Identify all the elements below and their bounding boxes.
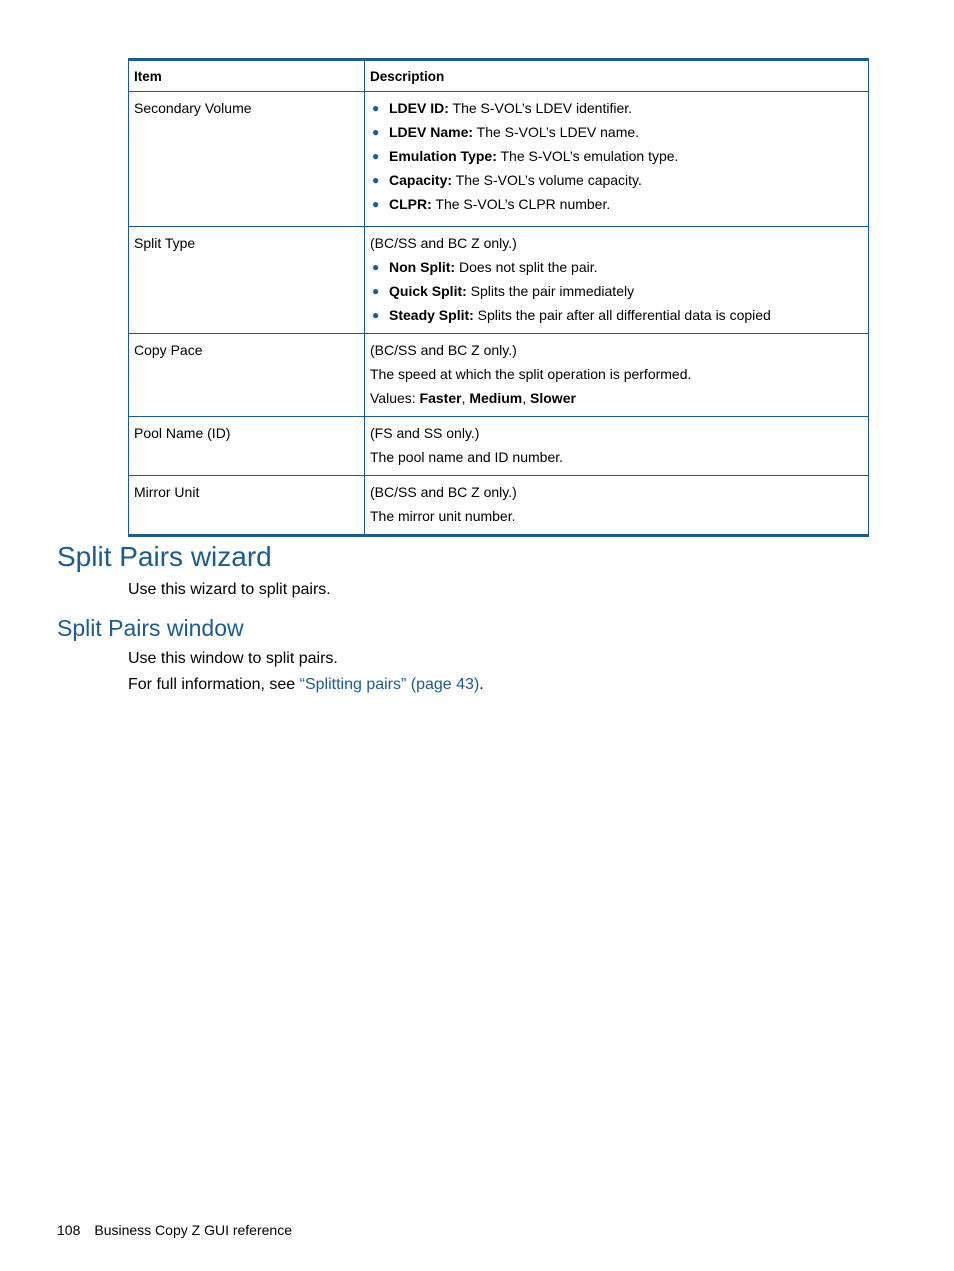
description-line: (BC/SS and BC Z only.) — [370, 342, 517, 358]
bullet-list — [370, 96, 860, 216]
bullet-list — [370, 255, 860, 327]
list-item: ● Capacity: The S-VOL’s volume capacity. — [370, 168, 860, 192]
bullet-icon: ● — [372, 101, 380, 115]
table-row — [129, 334, 869, 417]
row-item: Mirror Unit — [129, 476, 365, 536]
bullet-icon: ● — [372, 125, 380, 139]
list-item: ● LDEV ID: The S-VOL’s LDEV identifier. — [370, 96, 860, 120]
bullet-icon: ● — [372, 308, 380, 322]
description-line: (BC/SS and BC Z only.) — [370, 235, 517, 251]
footer-title: Business Copy Z GUI reference — [94, 1222, 292, 1238]
full-information-line: For full information, see “Splitting pairs” (page 43). — [128, 676, 484, 693]
row-item: Copy Pace — [129, 334, 365, 417]
section-body-wizard: Use this wizard to split pairs. — [128, 581, 331, 598]
column-header-description: Description — [365, 60, 869, 92]
column-header-item: Item — [129, 60, 365, 92]
section-body-window: Use this window to split pairs. — [128, 650, 338, 667]
table-header-row — [129, 60, 869, 92]
row-description — [365, 92, 869, 227]
description-line: (BC/SS and BC Z only.) — [370, 484, 517, 500]
bullet-icon: ● — [372, 197, 380, 211]
table-row — [129, 417, 869, 476]
bullet-icon: ● — [372, 284, 380, 298]
values-line: Values: Faster, Medium, Slower — [370, 390, 576, 406]
row-item: Pool Name (ID) — [129, 417, 365, 476]
section-title-split-pairs-wizard: Split Pairs wizard — [57, 541, 272, 572]
description-line: The mirror unit number. — [370, 508, 516, 524]
row-item: Split Type — [129, 227, 365, 334]
list-item: ● Quick Split: Splits the pair immediately — [370, 279, 860, 303]
bullet-icon: ● — [372, 260, 380, 274]
row-description — [365, 334, 869, 417]
description-line: The pool name and ID number. — [370, 449, 564, 465]
row-description — [365, 476, 869, 536]
bullet-icon: ● — [372, 149, 380, 163]
page-footer — [57, 1222, 292, 1238]
description-line: (FS and SS only.) — [370, 425, 480, 441]
list-item: ● Steady Split: Splits the pair after all differential data is copied — [370, 303, 860, 327]
list-item: ● LDEV Name: The S-VOL’s LDEV name. — [370, 120, 860, 144]
bullet-icon: ● — [372, 173, 380, 187]
section-title-split-pairs-window: Split Pairs window — [57, 615, 244, 641]
row-description — [365, 417, 869, 476]
splitting-pairs-link[interactable]: “Splitting pairs” (page 43) — [299, 676, 480, 693]
reference-table — [128, 58, 869, 537]
page-number: 108 — [57, 1222, 81, 1238]
list-item: ● CLPR: The S-VOL’s CLPR number. — [370, 192, 860, 216]
row-item: Secondary Volume — [129, 92, 365, 227]
row-description — [365, 227, 869, 334]
list-item: ● Non Split: Does not split the pair. — [370, 255, 860, 279]
list-item: ● Emulation Type: The S-VOL’s emulation type. — [370, 144, 860, 168]
table-row — [129, 92, 869, 227]
table-row — [129, 476, 869, 536]
table-row — [129, 227, 869, 334]
description-line: The speed at which the split operation is performed. — [370, 366, 692, 382]
